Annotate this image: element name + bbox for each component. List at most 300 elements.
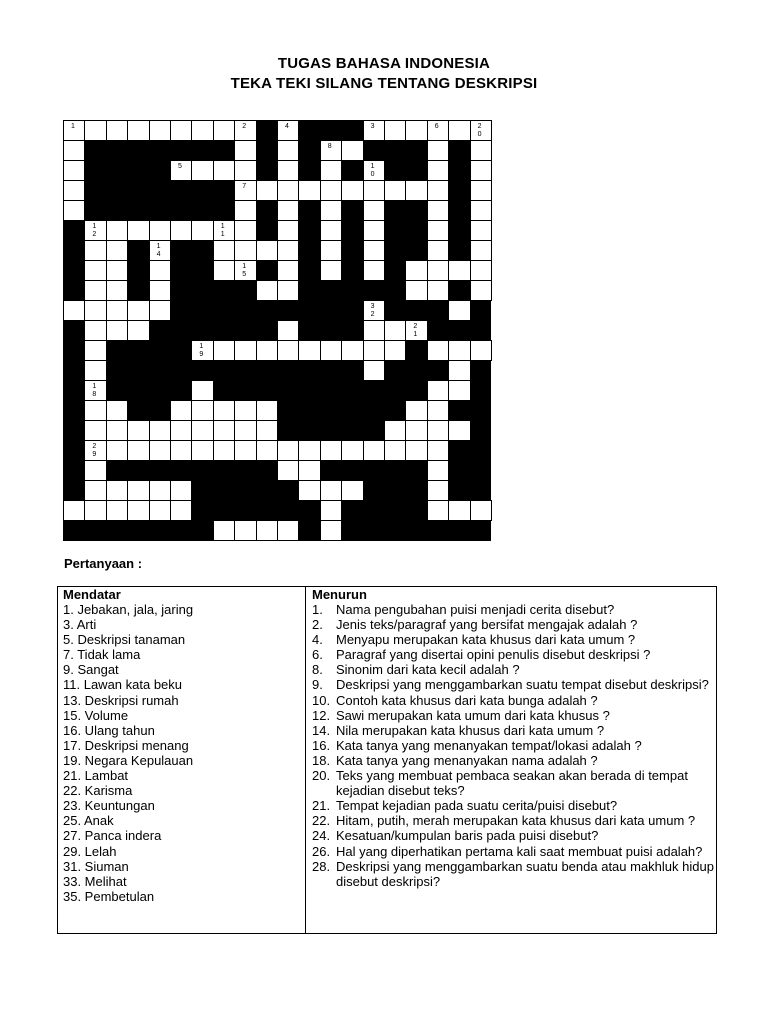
grid-cell[interactable] [256,420,278,441]
grid-cell[interactable] [448,500,470,521]
clue-text: Deskripsi yang menggambarkan suatu benda atau makhluk hidup disebut deskripsi? [336,858,714,889]
grid-cell[interactable] [427,400,449,421]
menurun-clue [312,798,714,813]
grid-cell[interactable] [277,200,299,221]
grid-block [427,320,449,341]
grid-block [234,360,256,381]
grid-block [277,400,299,421]
grid-cell[interactable] [320,500,342,521]
grid-cell[interactable] [84,340,106,361]
grid-cell[interactable] [277,220,299,241]
grid-block [170,520,192,541]
grid-cell[interactable] [127,320,149,341]
grid-cell[interactable] [106,500,128,521]
grid-cell[interactable] [170,160,192,181]
grid-cell[interactable] [320,200,342,221]
grid-block [277,300,299,321]
grid-cell[interactable] [427,160,449,181]
grid-cell[interactable] [277,340,299,361]
grid-cell[interactable] [363,440,385,461]
grid-cell[interactable] [127,220,149,241]
clue-number: 19 [199,343,204,358]
grid-cell[interactable] [256,240,278,261]
grid-cell[interactable] [213,160,235,181]
grid-cell[interactable] [170,220,192,241]
grid-block [170,240,192,261]
grid-block [106,160,128,181]
grid-cell[interactable] [384,180,406,201]
grid-cell[interactable] [149,480,171,501]
grid-cell[interactable] [106,280,128,301]
grid-cell[interactable] [170,420,192,441]
clue-text: Sinonim dari kata kecil adalah ? [336,662,520,678]
grid-cell[interactable] [149,300,171,321]
grid-block [170,300,192,321]
grid-block [170,460,192,481]
grid-block [405,480,427,501]
grid-cell[interactable] [470,340,492,361]
grid-cell[interactable] [405,180,427,201]
grid-block [363,460,385,481]
grid-block [341,460,363,481]
grid-block [106,360,128,381]
grid-cell[interactable] [213,120,235,141]
grid-cell[interactable] [84,400,106,421]
grid-cell[interactable] [63,120,85,141]
menurun-clue [312,859,714,889]
grid-cell[interactable] [234,140,256,161]
grid-cell[interactable] [320,220,342,241]
grid-cell[interactable] [170,440,192,461]
grid-block [298,120,320,141]
grid-cell[interactable] [448,260,470,281]
grid-cell[interactable] [427,120,449,141]
grid-block [320,460,342,481]
grid-cell[interactable] [363,360,385,381]
grid-cell[interactable] [277,140,299,161]
grid-cell[interactable] [470,200,492,221]
grid-block [448,520,470,541]
grid-cell[interactable] [106,420,128,441]
grid-cell[interactable] [127,300,149,321]
grid-cell[interactable] [405,320,427,341]
grid-cell[interactable] [298,480,320,501]
grid-block [234,500,256,521]
grid-cell[interactable] [106,400,128,421]
grid-cell[interactable] [84,420,106,441]
grid-cell[interactable] [427,420,449,441]
grid-cell[interactable] [470,160,492,181]
grid-cell[interactable] [234,120,256,141]
grid-cell[interactable] [63,180,85,201]
grid-block [298,380,320,401]
grid-block [320,400,342,421]
grid-cell[interactable] [234,520,256,541]
grid-block [191,300,213,321]
grid-block [298,200,320,221]
grid-cell[interactable] [427,140,449,161]
menurun-clue [312,677,714,692]
grid-cell[interactable] [448,420,470,441]
clue-number: 21. [312,798,331,814]
grid-cell[interactable] [234,400,256,421]
grid-block [213,360,235,381]
grid-cell[interactable] [106,120,128,141]
grid-cell[interactable] [277,280,299,301]
grid-cell[interactable] [191,160,213,181]
grid-cell[interactable] [256,280,278,301]
mendatar-heading: Mendatar [63,587,121,602]
grid-block [384,360,406,381]
grid-cell[interactable] [427,340,449,361]
clue-text: Kata tanya yang menanyakan tempat/lokasi adalah ? [336,737,642,753]
grid-block [127,360,149,381]
grid-block [341,420,363,441]
grid-cell[interactable] [470,180,492,201]
grid-cell[interactable] [106,300,128,321]
grid-block [298,260,320,281]
grid-cell[interactable] [363,300,385,321]
grid-cell[interactable] [405,280,427,301]
grid-cell[interactable] [84,220,106,241]
grid-cell[interactable] [170,480,192,501]
grid-block [470,320,492,341]
grid-block [470,360,492,381]
grid-block [170,320,192,341]
grid-cell[interactable] [470,120,492,141]
grid-cell[interactable] [427,280,449,301]
grid-cell[interactable] [427,260,449,281]
grid-cell[interactable] [84,280,106,301]
grid-cell[interactable] [320,140,342,161]
grid-cell[interactable] [213,520,235,541]
grid-cell[interactable] [405,440,427,461]
grid-block [405,240,427,261]
grid-cell[interactable] [127,440,149,461]
grid-block [320,120,342,141]
grid-cell[interactable] [106,480,128,501]
grid-cell[interactable] [63,160,85,181]
grid-cell[interactable] [149,240,171,261]
grid-cell[interactable] [170,400,192,421]
grid-cell[interactable] [384,420,406,441]
clue-number: 28. [312,858,331,874]
mendatar-clue: 23. Keuntungan [63,798,155,814]
grid-cell[interactable] [191,120,213,141]
grid-cell[interactable] [298,460,320,481]
grid-cell[interactable] [213,440,235,461]
grid-block [191,140,213,161]
grid-cell[interactable] [384,120,406,141]
grid-block [341,260,363,281]
grid-cell[interactable] [298,440,320,461]
grid-cell[interactable] [63,140,85,161]
grid-block [427,520,449,541]
grid-block [63,220,85,241]
grid-cell[interactable] [213,340,235,361]
grid-cell[interactable] [149,440,171,461]
grid-block [63,340,85,361]
grid-block [384,460,406,481]
grid-cell[interactable] [363,260,385,281]
grid-cell[interactable] [427,180,449,201]
grid-block [63,240,85,261]
grid-cell[interactable] [320,160,342,181]
grid-cell[interactable] [234,160,256,181]
grid-cell[interactable] [191,440,213,461]
grid-cell[interactable] [234,180,256,201]
menurun-clue [312,662,714,677]
grid-cell[interactable] [256,400,278,421]
grid-cell[interactable] [448,360,470,381]
grid-cell[interactable] [106,260,128,281]
grid-cell[interactable] [170,500,192,521]
grid-block [298,500,320,521]
grid-cell[interactable] [191,220,213,241]
grid-block [63,320,85,341]
grid-cell[interactable] [384,440,406,461]
grid-cell[interactable] [427,220,449,241]
grid-cell[interactable] [149,260,171,281]
grid-cell[interactable] [234,420,256,441]
grid-cell[interactable] [213,240,235,261]
grid-block [149,340,171,361]
grid-cell[interactable] [149,420,171,441]
grid-block [63,420,85,441]
grid-cell[interactable] [363,240,385,261]
grid-cell[interactable] [427,380,449,401]
grid-cell[interactable] [427,480,449,501]
grid-cell[interactable] [363,340,385,361]
mendatar-clue: 1. Jebakan, jala, jaring [63,602,194,617]
grid-block [234,460,256,481]
grid-cell[interactable] [277,180,299,201]
grid-cell[interactable] [63,200,85,221]
menurun-clue [312,844,714,859]
grid-cell[interactable] [427,240,449,261]
grid-cell[interactable] [363,220,385,241]
grid-cell[interactable] [427,500,449,521]
grid-cell[interactable] [213,220,235,241]
grid-cell[interactable] [363,120,385,141]
grid-cell[interactable] [84,260,106,281]
grid-cell[interactable] [470,280,492,301]
grid-cell[interactable] [448,340,470,361]
grid-cell[interactable] [149,500,171,521]
grid-block [170,180,192,201]
grid-block [363,380,385,401]
grid-cell[interactable] [277,120,299,141]
grid-cell[interactable] [234,200,256,221]
grid-cell[interactable] [106,220,128,241]
grid-cell[interactable] [384,340,406,361]
grid-cell[interactable] [127,500,149,521]
grid-cell[interactable] [256,180,278,201]
grid-cell[interactable] [84,440,106,461]
clue-number: 32 [370,303,375,318]
grid-block [84,520,106,541]
grid-cell[interactable] [277,520,299,541]
grid-cell[interactable] [106,320,128,341]
grid-cell[interactable] [277,440,299,461]
grid-block [298,520,320,541]
grid-cell[interactable] [127,480,149,501]
grid-block [256,160,278,181]
grid-cell[interactable] [405,120,427,141]
clue-number: 22. [312,813,331,829]
grid-block [384,380,406,401]
grid-block [191,360,213,381]
grid-cell[interactable] [84,360,106,381]
grid-cell[interactable] [84,120,106,141]
grid-cell[interactable] [427,440,449,461]
grid-cell[interactable] [384,320,406,341]
menurun-clue [312,738,714,753]
grid-block [63,520,85,541]
grid-cell[interactable] [234,220,256,241]
grid-cell[interactable] [127,420,149,441]
grid-cell[interactable] [448,120,470,141]
grid-cell[interactable] [127,120,149,141]
grid-block [384,200,406,221]
clue-text: Kata tanya yang menanyakan nama adalah ? [336,752,598,768]
grid-cell[interactable] [470,500,492,521]
mendatar-clue: 9. Sangat [63,662,119,678]
clue-number: 16. [312,737,331,753]
grid-cell[interactable] [191,420,213,441]
grid-cell[interactable] [320,240,342,261]
grid-cell[interactable] [234,240,256,261]
grid-cell[interactable] [234,440,256,461]
grid-cell[interactable] [149,220,171,241]
grid-block [448,280,470,301]
grid-cell[interactable] [470,260,492,281]
grid-block [106,520,128,541]
grid-cell[interactable] [298,180,320,201]
grid-cell[interactable] [363,200,385,221]
grid-cell[interactable] [363,320,385,341]
clue-number: 14 [156,243,161,258]
grid-cell[interactable] [106,440,128,461]
grid-cell[interactable] [277,160,299,181]
grid-cell[interactable] [191,340,213,361]
grid-cell[interactable] [191,400,213,421]
grid-cell[interactable] [298,340,320,361]
grid-cell[interactable] [84,500,106,521]
grid-cell[interactable] [256,440,278,461]
grid-block [405,300,427,321]
grid-block [341,400,363,421]
grid-cell[interactable] [470,220,492,241]
grid-cell[interactable] [405,420,427,441]
grid-cell[interactable] [341,340,363,361]
grid-block [256,200,278,221]
grid-cell[interactable] [341,480,363,501]
grid-cell[interactable] [149,280,171,301]
grid-cell[interactable] [427,200,449,221]
clue-number: 14. [312,722,331,738]
grid-cell[interactable] [470,140,492,161]
mendatar-clue: 5. Deskripsi tanaman [63,632,186,648]
grid-cell[interactable] [84,320,106,341]
grid-cell[interactable] [149,120,171,141]
grid-cell[interactable] [277,240,299,261]
grid-cell[interactable] [320,340,342,361]
grid-cell[interactable] [448,380,470,401]
grid-cell[interactable] [320,180,342,201]
grid-cell[interactable] [320,260,342,281]
grid-cell[interactable] [341,140,363,161]
grid-cell[interactable] [277,260,299,281]
mendatar-clue: 16. Ulang tahun [63,722,155,738]
grid-cell[interactable] [213,400,235,421]
grid-cell[interactable] [170,120,192,141]
grid-cell[interactable] [341,440,363,461]
grid-cell[interactable] [427,460,449,481]
clue-text: Nama pengubahan puisi menjadi cerita disebut? [336,602,615,617]
grid-block [256,320,278,341]
menurun-clue [312,753,714,768]
grid-block [170,200,192,221]
grid-cell[interactable] [106,240,128,261]
grid-cell[interactable] [84,300,106,321]
grid-block [470,520,492,541]
grid-cell[interactable] [84,460,106,481]
grid-block [320,380,342,401]
mendatar-clue: 3. Arti [63,617,97,633]
grid-cell[interactable] [256,520,278,541]
grid-cell[interactable] [320,480,342,501]
grid-block [191,520,213,541]
grid-block [149,160,171,181]
grid-cell[interactable] [213,260,235,281]
grid-cell[interactable] [320,440,342,461]
grid-cell[interactable] [363,160,385,181]
grid-block [149,360,171,381]
grid-block [341,380,363,401]
grid-cell[interactable] [277,320,299,341]
clue-text: Tempat kejadian pada suatu cerita/puisi disebut? [336,798,618,814]
clue-number: 2 [242,123,247,130]
grid-cell[interactable] [470,240,492,261]
grid-block [363,400,385,421]
grid-cell[interactable] [84,480,106,501]
grid-cell[interactable] [234,260,256,281]
grid-block [320,280,342,301]
grid-block [106,340,128,361]
grid-cell[interactable] [84,240,106,261]
grid-cell[interactable] [405,400,427,421]
grid-cell[interactable] [405,260,427,281]
grid-cell[interactable] [63,500,85,521]
grid-block [213,140,235,161]
grid-block [470,300,492,321]
grid-cell[interactable] [363,180,385,201]
grid-cell[interactable] [448,300,470,321]
grid-cell[interactable] [84,380,106,401]
grid-cell[interactable] [63,300,85,321]
grid-block [298,360,320,381]
grid-cell[interactable] [277,460,299,481]
grid-block [170,140,192,161]
grid-cell[interactable] [234,340,256,361]
clue-text: Teks yang membuat pembaca seakan akan berada di tempat kejadian disebut teks? [336,768,688,799]
grid-cell[interactable] [341,180,363,201]
grid-cell[interactable] [320,520,342,541]
grid-cell[interactable] [191,380,213,401]
grid-cell[interactable] [213,420,235,441]
grid-cell[interactable] [256,340,278,361]
